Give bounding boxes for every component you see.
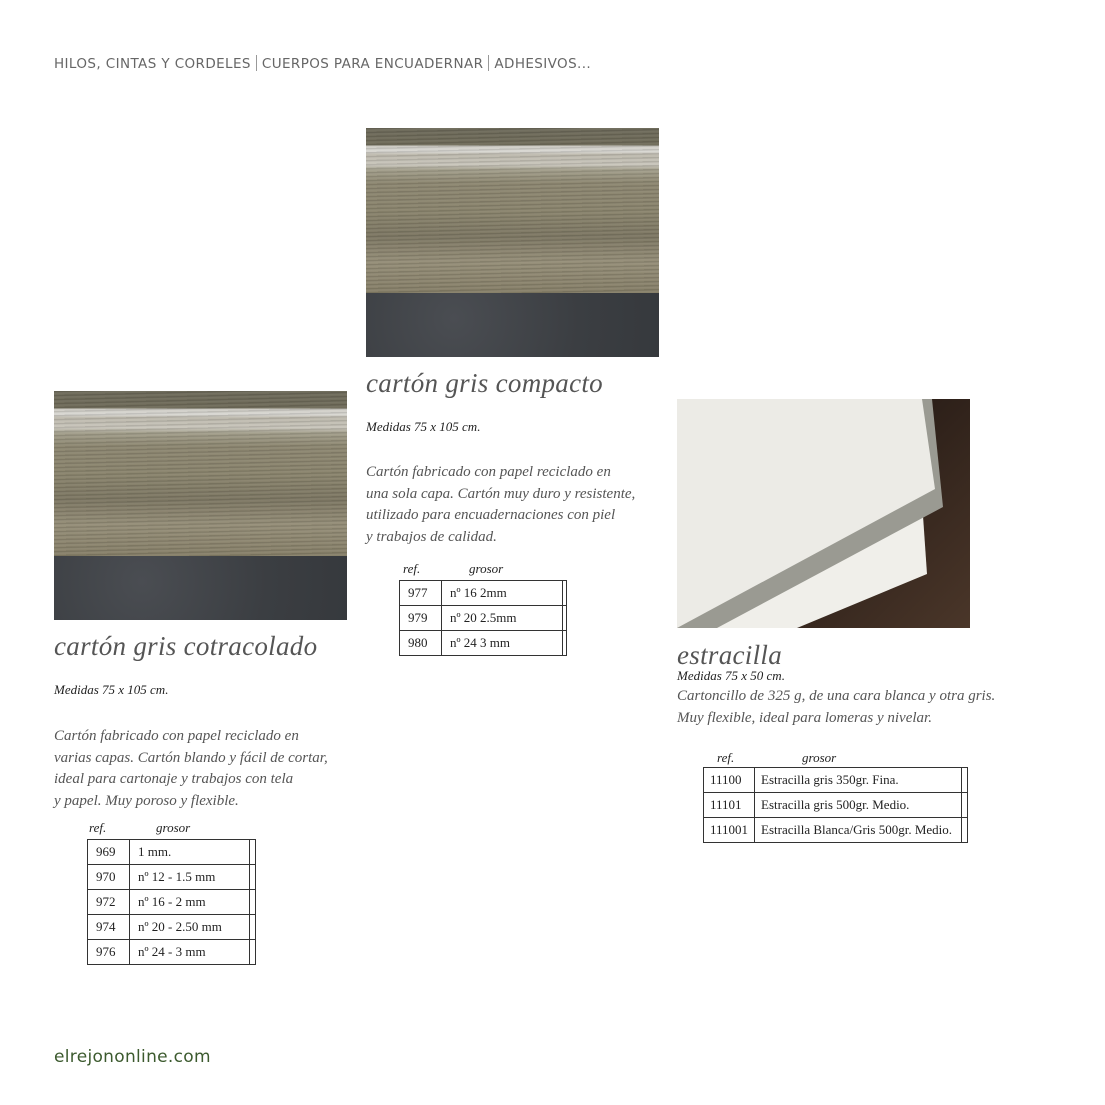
- grosor-cell: Estracilla gris 350gr. Fina.: [755, 768, 962, 793]
- description-line: una sola capa. Cartón muy duro y resistente,: [366, 485, 636, 502]
- grosor-cell: Estracilla gris 500gr. Medio.: [755, 793, 962, 818]
- table-cell-spacer: [250, 940, 256, 965]
- ref-cell: 974: [88, 915, 130, 940]
- column-header-ref: ref.: [89, 820, 107, 835]
- grosor-cell: nº 12 - 1.5 mm: [130, 865, 250, 890]
- estracilla-photo: [677, 399, 970, 628]
- description-line: ideal para cartonaje y trabajos con tela: [54, 771, 294, 787]
- column-header-ref: ref.: [717, 750, 735, 765]
- table-row: [704, 768, 968, 793]
- breadcrumb-item-cuerpos[interactable]: CUERPOS PARA ENCUADERNAR: [261, 56, 484, 72]
- grosor-cell: nº 20 - 2.50 mm: [130, 915, 250, 940]
- ref-cell: 976: [88, 940, 130, 965]
- breadcrumb-item-hilos[interactable]: HILOS, CINTAS Y CORDELES: [54, 56, 251, 72]
- breadcrumb-divider: [256, 55, 257, 71]
- table-row: [400, 581, 567, 606]
- description-line: Cartón fabricado con papel reciclado en: [366, 464, 611, 480]
- grosor-cell: Estracilla Blanca/Gris 500gr. Medio.: [755, 818, 962, 843]
- column-header-grosor: grosor: [156, 820, 191, 835]
- column-header-grosor: grosor: [802, 750, 837, 765]
- breadcrumb-item-adhesivos[interactable]: ADHESIVOS...: [494, 56, 592, 72]
- grosor-cell: nº 24 - 3 mm: [130, 940, 250, 965]
- carton-cotracolado-table-header: [89, 820, 289, 836]
- table-cell-spacer: [250, 915, 256, 940]
- description-line: y papel. Muy poroso y flexible.: [54, 792, 239, 809]
- table-row: [704, 793, 968, 818]
- column-header-ref: ref.: [403, 561, 421, 576]
- table-cell-spacer: [962, 793, 968, 818]
- description-line: y trabajos de calidad.: [366, 528, 497, 545]
- table-cell-spacer: [563, 606, 567, 631]
- ref-cell: 111001: [704, 818, 755, 843]
- description-line: Cartoncillo de 325 g, de una cara blanca y otra gris.: [677, 688, 996, 704]
- ref-cell: 11100: [704, 768, 755, 793]
- carton-compacto-table-header: [403, 561, 603, 577]
- footer-site-link[interactable]: elrejononline.com: [54, 1047, 211, 1067]
- carton-compacto-title: cartón gris compacto: [366, 368, 603, 398]
- ref-cell: 977: [400, 581, 442, 606]
- table-cell-spacer: [563, 581, 567, 606]
- description-line: utilizado para encuadernaciones con piel: [366, 507, 616, 523]
- table-cell-spacer: [563, 631, 567, 656]
- table-row: [704, 818, 968, 843]
- ref-cell: 11101: [704, 793, 755, 818]
- ref-cell: 970: [88, 865, 130, 890]
- carton-cotracolado-measures: Medidas 75 x 105 cm.: [54, 682, 169, 697]
- ref-cell: 969: [88, 840, 130, 865]
- table-row: [88, 840, 256, 865]
- grosor-cell: nº 20 2.5mm: [442, 606, 563, 631]
- carton-cotracolado-table: [87, 839, 256, 965]
- grosor-cell: nº 16 - 2 mm: [130, 890, 250, 915]
- description-line: varias capas. Cartón blando y fácil de cortar,: [54, 749, 328, 766]
- column-header-grosor: grosor: [469, 561, 504, 576]
- table-cell-spacer: [962, 818, 968, 843]
- grosor-cell: nº 16 2mm: [442, 581, 563, 606]
- table-row: [88, 940, 256, 965]
- table-cell-spacer: [250, 865, 256, 890]
- table-cell-spacer: [250, 840, 256, 865]
- estracilla-description: [677, 686, 995, 729]
- breadcrumb: [54, 55, 591, 72]
- estracilla-measures: Medidas 75 x 50 cm.: [677, 668, 785, 683]
- table-cell-spacer: [962, 768, 968, 793]
- carton-compacto-table: [399, 580, 567, 656]
- carton-compacto-photo: [366, 128, 659, 357]
- description-line: Muy flexible, ideal para lomeras y nivelar.: [677, 709, 932, 726]
- carton-compacto-description: [366, 462, 635, 548]
- description-line: Cartón fabricado con papel reciclado en: [54, 728, 299, 744]
- estracilla-table: [703, 767, 968, 843]
- estracilla-table-header: [717, 750, 917, 766]
- table-row: [400, 631, 567, 656]
- ref-cell: 972: [88, 890, 130, 915]
- carton-cotracolado-description: [54, 726, 328, 812]
- breadcrumb-divider: [488, 55, 489, 71]
- grosor-cell: 1 mm.: [130, 840, 250, 865]
- carton-compacto-measures: Medidas 75 x 105 cm.: [366, 419, 481, 434]
- estracilla-title: estracilla: [677, 640, 782, 670]
- table-row: [88, 865, 256, 890]
- carton-cotracolado-photo: [54, 391, 347, 620]
- table-cell-spacer: [250, 890, 256, 915]
- ref-cell: 980: [400, 631, 442, 656]
- table-row: [400, 606, 567, 631]
- table-row: [88, 915, 256, 940]
- grosor-cell: nº 24 3 mm: [442, 631, 563, 656]
- ref-cell: 979: [400, 606, 442, 631]
- table-row: [88, 890, 256, 915]
- carton-cotracolado-title: cartón gris cotracolado: [54, 631, 318, 661]
